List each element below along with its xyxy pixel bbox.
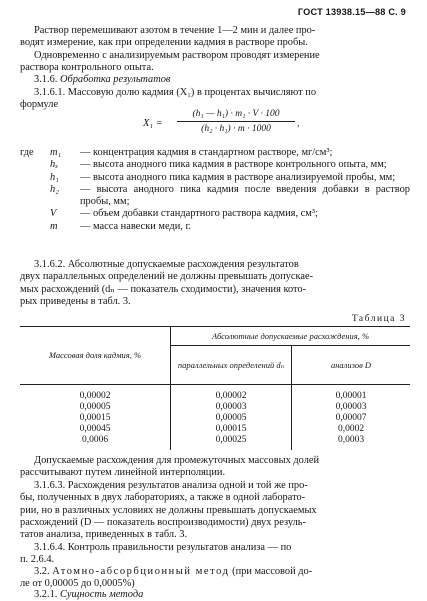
section-title: Сущность метода <box>60 589 144 600</box>
text-line: формуле <box>20 99 59 111</box>
definition-text: — высота анодного пика кадмия в растворе анализируемой пробы, мм; <box>80 171 396 183</box>
text-line: 3.1.6.4. Контроль правильности результатов анализа — по <box>34 542 292 553</box>
text-line: водят измерение, как при определении кадмия в растворе пробы. <box>20 37 308 49</box>
table-cell: 0,00025 <box>171 435 292 450</box>
fraction-bar <box>177 121 295 122</box>
table-header-mass-fraction: Массовая доля кадмия, % <box>20 327 171 385</box>
text-line: Одновременно с анализируемым раствором проводят измерение <box>34 50 320 61</box>
table-cell: 0,00045 <box>20 424 171 435</box>
page-header: ГОСТ 13938.15—88 С. 9 <box>297 7 406 17</box>
section-3-2 <box>20 566 408 591</box>
section-number: 3.2. <box>34 566 50 577</box>
definition-text: — масса навески меди, г. <box>80 220 192 232</box>
text-line: п. 2.6.4. <box>20 554 55 566</box>
text-line: мых расхождений (dₙ — показатель сходимости), значения кото- <box>20 283 307 295</box>
table-cell: 0,00015 <box>20 413 171 424</box>
definition-item <box>20 147 410 159</box>
table-cell: 0,00007 <box>335 413 367 424</box>
table-cell: 0,00005 <box>20 402 171 413</box>
text-line: рых приведены в табл. 3. <box>20 295 131 307</box>
text-line: ле от 0,00005 до 0,0005%) <box>20 578 135 590</box>
definition-text: — концентрация кадмия в стандартном растворе, мг/см³; <box>80 147 333 158</box>
table-row <box>20 424 410 435</box>
definition-item <box>20 159 410 171</box>
text-line: рии, но в различных условиях не должны превышать допускаемых <box>20 504 317 516</box>
text-line: татов анализа, приведенных в табл. 3. <box>20 529 188 541</box>
definition-symbol: m₁ <box>50 147 62 158</box>
section-title-rest: (при массовой до- <box>232 566 313 577</box>
definition-symbol: V <box>50 208 57 220</box>
definition-lead: где <box>20 147 34 158</box>
table-row <box>20 435 410 450</box>
table-cell: 0,00015 <box>171 424 292 435</box>
paragraph-3-1-6-4 <box>20 542 408 567</box>
definition-symbol: m <box>50 220 58 232</box>
formula-numerator: (h₁ — h₁) · m₁ · V · 100 <box>192 109 280 119</box>
table-cell: 0,0003 <box>337 435 365 446</box>
text-line: 3.1.6.2. Абсолютные допускаемые расхождения результатов <box>34 259 299 270</box>
paragraph-3-1-6-2 <box>20 259 408 308</box>
definition-symbol: h₁ <box>50 171 59 183</box>
text-line: расхождений (D — показатель воспроизводимости) двух резуль- <box>20 516 306 528</box>
section-3-1-6 <box>20 74 408 86</box>
table-header-group: Абсолютные допускаемые расхождения, % <box>171 327 411 346</box>
tolerance-table <box>20 326 410 450</box>
section-title: Обработка результатов <box>60 74 171 85</box>
table-cell: 0,0002 <box>337 424 365 435</box>
table-cell: 0,00001 <box>292 385 411 403</box>
paragraph-interpolation <box>20 455 408 480</box>
section-number: 3.2.1. <box>34 589 58 600</box>
paragraph-3-1-6-3 <box>20 480 408 541</box>
definition-symbol: h₂ <box>50 183 59 195</box>
text-line: 3.1.6.3. Расхождения результатов анализа одной и той же про- <box>34 480 308 491</box>
paragraph-control <box>20 50 408 75</box>
table-cell: 0,00002 <box>171 385 292 403</box>
definitions-list <box>20 147 410 233</box>
formula-lhs: X₁ = <box>143 118 163 129</box>
text-line: 3.1.6.1. Массовую долю кадмия (X₁) в процентах вычисляют по <box>34 87 317 98</box>
section-title: Атомно-абсорбционный метод <box>52 566 230 577</box>
paragraph-stirring <box>20 25 408 50</box>
definition-symbol: hₓ <box>50 159 59 171</box>
definition-item <box>20 221 410 233</box>
definition-text: — высота анодного пика кадмия в растворе контрольного опыта, мм; <box>80 159 387 171</box>
definition-item <box>20 208 410 220</box>
definition-item <box>20 184 410 209</box>
formula-suffix: , <box>297 119 300 129</box>
table-cell: 0,00005 <box>171 413 292 424</box>
table-cell: 0,00003 <box>335 402 367 413</box>
formula-denominator: (h₂ · h₁) · m · 1000 <box>201 124 271 134</box>
table-cell: 0,00003 <box>171 402 292 413</box>
definition-text: — высота анодного пика кадмия после введения добавки в раствор пробы, мм; <box>80 183 410 208</box>
text-line: двух параллельных определений не должны превышать допускае- <box>20 271 314 283</box>
text-line: Раствор перемешивают азотом в течение 1—2 мин и далее про- <box>34 25 316 36</box>
table-cell: 0,00002 <box>20 385 171 403</box>
text-line: Допускаемые расхождения для промежуточных массовых долей <box>34 455 320 466</box>
definition-item <box>20 172 410 184</box>
section-number: 3.1.6. <box>34 74 58 85</box>
table-row <box>20 413 410 424</box>
text-line: раствора контрольного опыта. <box>20 62 154 74</box>
text-line: рассчитывают путем линейной интерполяции. <box>20 467 226 479</box>
formula-x1 <box>143 108 343 140</box>
table-row <box>20 402 410 413</box>
table-header-analyses: анализов D <box>330 359 372 370</box>
table-cell: 0,0006 <box>20 435 171 450</box>
table-row <box>20 385 410 403</box>
table-caption: Таблица 3 <box>351 314 406 324</box>
definition-text: — объем добавки стандартного раствора кадмия, см³; <box>80 208 318 220</box>
section-3-2-1 <box>20 589 408 601</box>
text-line: бы, полученных в двух лабораториях, а также в одной лаборато- <box>20 492 306 504</box>
table-header-parallel: параллельных определений dₙ <box>171 346 292 385</box>
